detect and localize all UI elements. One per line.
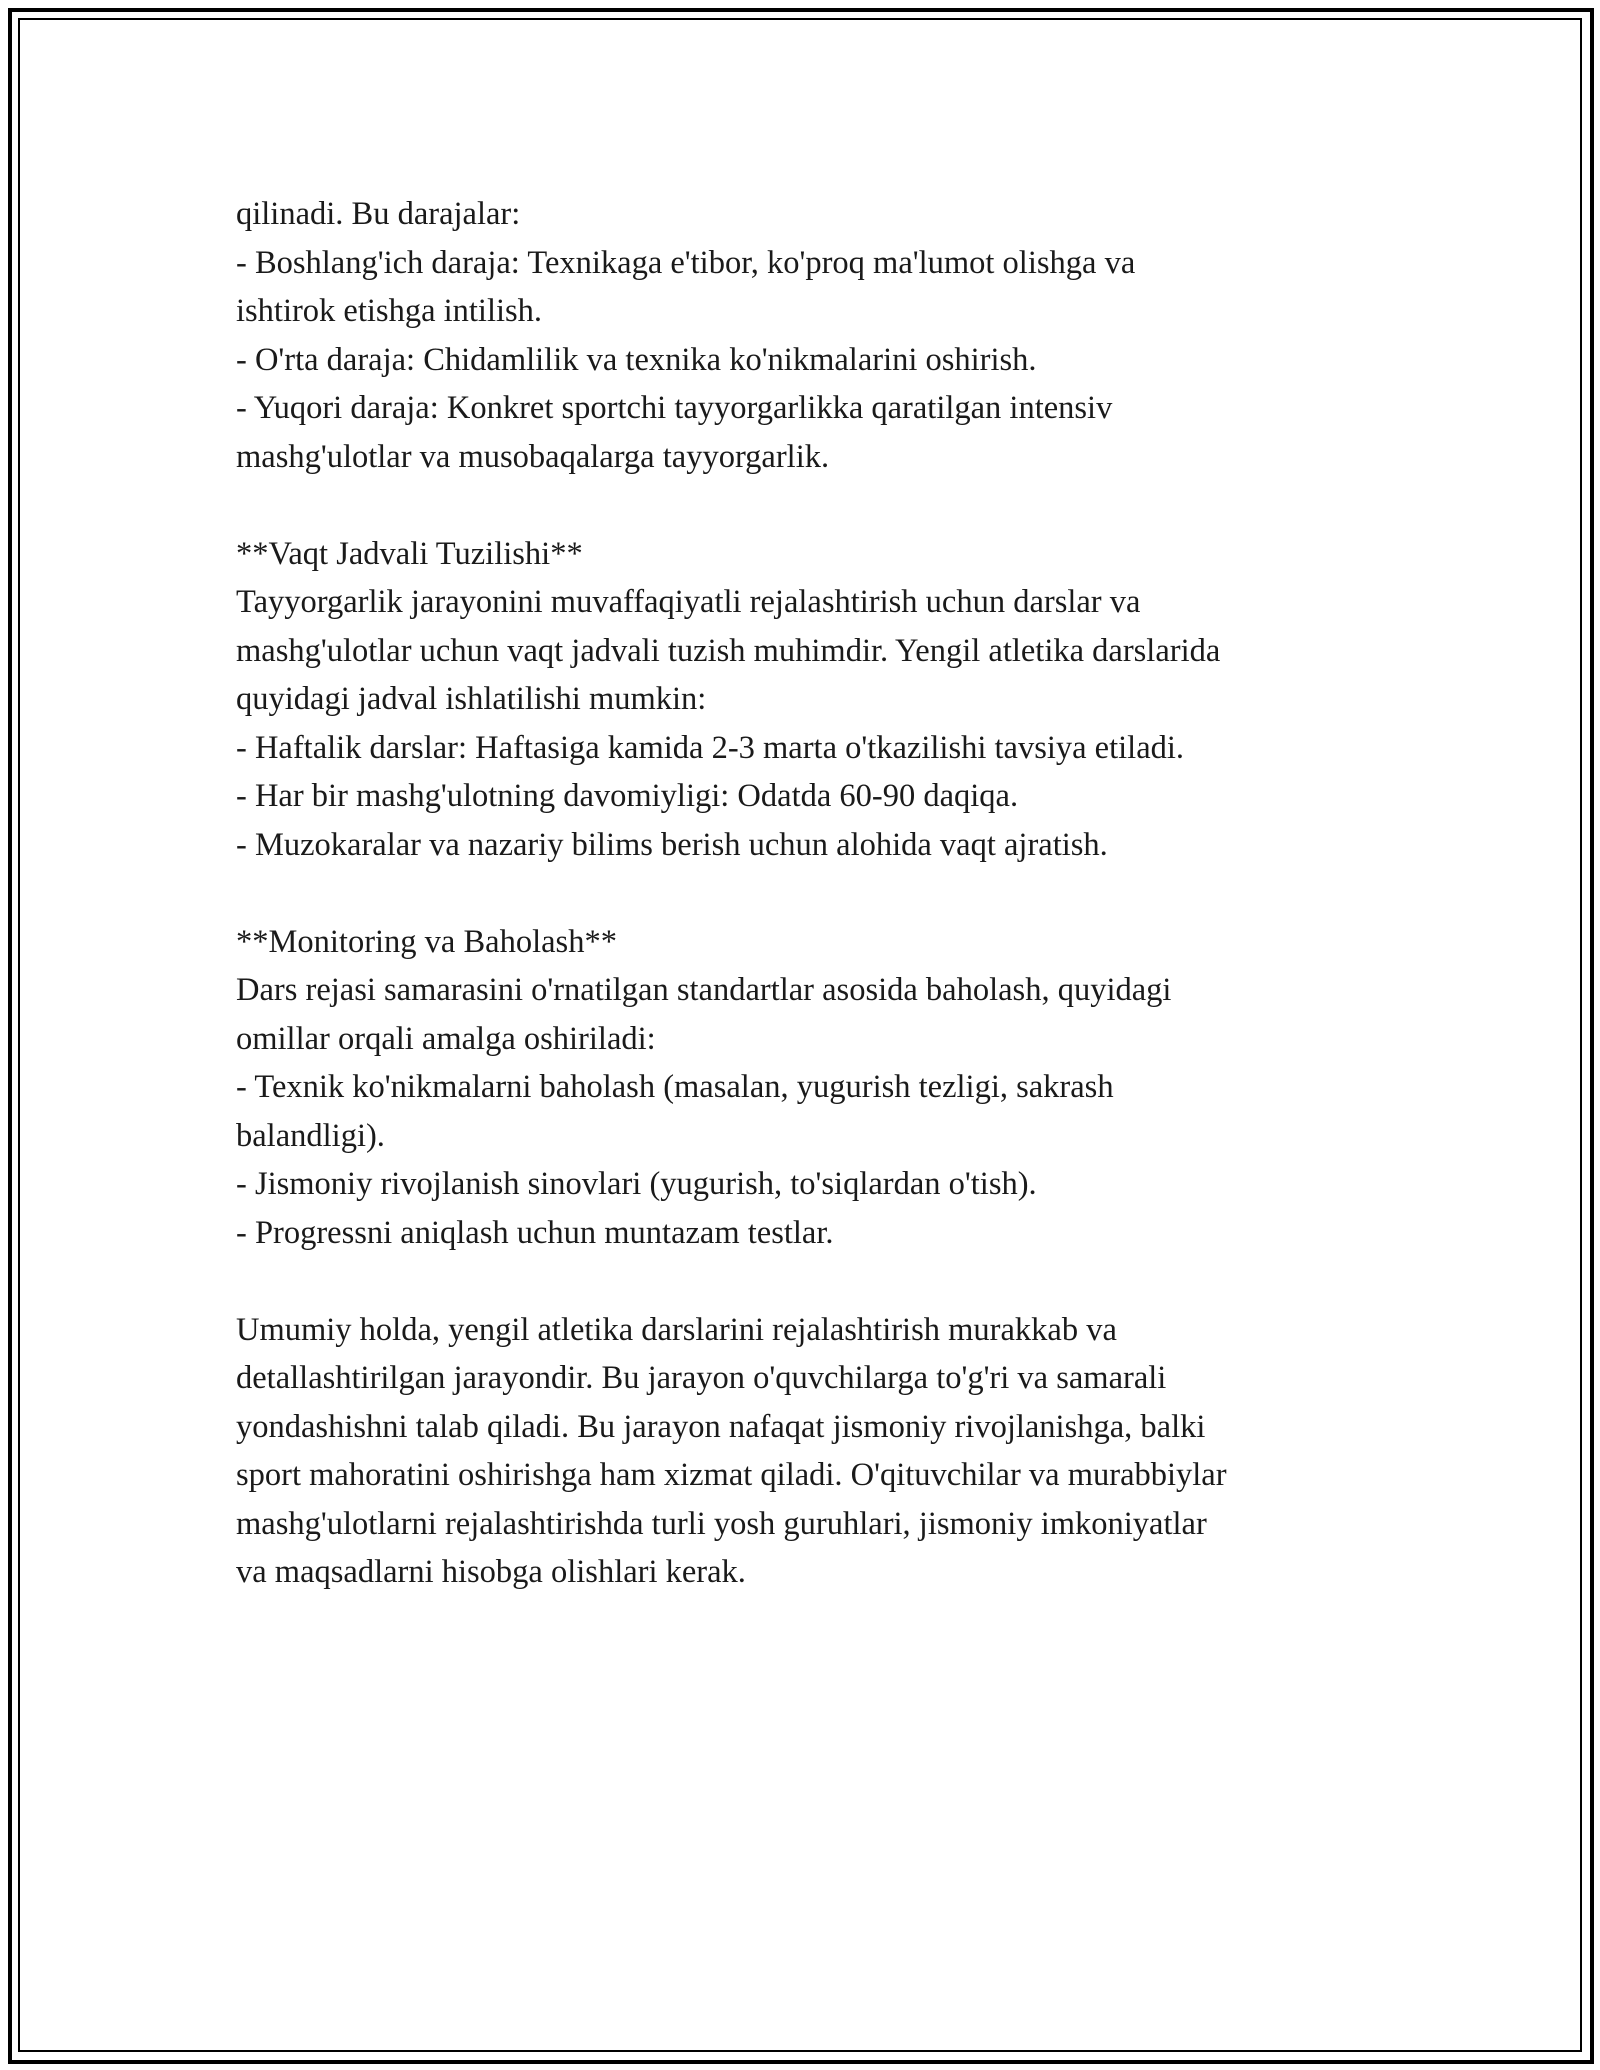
text-line: - Muzokaralar va nazariy bilims berish uchun alohida vaqt ajratish. [236, 826, 1108, 863]
text-line: mashg'ulotlar uchun vaqt jadvali tuzish muhimdir. Yengil atletika darslarida [236, 632, 1221, 669]
text-line: - Progressni aniqlash uchun muntazam testlar. [236, 1214, 834, 1251]
text-line: - Yuqori daraja: Konkret sportchi tayyorgarlikka qaratilgan intensiv [236, 390, 1113, 426]
text-line: va maqsadlarni hisobga olishlari kerak. [236, 1554, 746, 1590]
document-body [236, 190, 1386, 1597]
text-line: - Boshlang'ich daraja: Texnikaga e'tibor, ko'proq ma'lumot olishga va [236, 244, 1136, 281]
text-line: sport mahoratini oshirishga ham xizmat qiladi. O'qituvchilar va murabbiylar [236, 1457, 1227, 1493]
text-line: mashg'ulotlar va musobaqalarga tayyorgarlik. [236, 438, 830, 475]
text-line: yondashishni talab qiladi. Bu jarayon nafaqat jismoniy rivojlanishga, balki [236, 1408, 1206, 1445]
section-heading: **Monitoring va Baholash** [236, 923, 617, 960]
text-line: qilinadi. Bu darajalar: [236, 196, 521, 232]
text-line: detallashtirilgan jarayondir. Bu jarayon o'quvchilarga to'g'ri va samarali [236, 1360, 1167, 1396]
text-line: - Texnik ko'nikmalarni baholash (masalan, yugurish tezligi, sakrash [236, 1069, 1114, 1105]
text-line: ishtirok etishga intilish. [236, 293, 543, 329]
text-line: - Jismoniy rivojlanish sinovlari (yugurish, to'siqlardan o'tish). [236, 1166, 1037, 1202]
text-line: - Haftalik darslar: Haftasiga kamida 2-3 marta o'tkazilishi tavsiya etiladi. [236, 729, 1185, 766]
text-line: mashg'ulotlarni rejalashtirishda turli yosh guruhlari, jismoniy imkoniyatlar [236, 1505, 1207, 1542]
paragraph-gap [236, 1257, 1386, 1306]
text-line: Umumiy holda, yengil atletika darslarini rejalashtirish murakkab va [236, 1311, 1117, 1348]
text-line: Tayyorgarlik jarayonini muvaffaqiyatli rejalashtirish uchun darslar va [236, 584, 1141, 620]
paragraph-gap [236, 869, 1386, 918]
text-line: - Har bir mashg'ulotning davomiyligi: Odatda 60-90 daqiqa. [236, 778, 1019, 814]
text-line: Dars rejasi samarasini o'rnatilgan standartlar asosida baholash, quyidagi [236, 972, 1172, 1008]
text-line: - O'rta daraja: Chidamlilik va texnika ko'nikmalarini oshirish. [236, 341, 1037, 378]
paragraph-gap [236, 481, 1386, 530]
text-line: quyidagi jadval ishlatilishi mumkin: [236, 681, 707, 717]
text-line: omillar orqali amalga oshiriladi: [236, 1020, 656, 1057]
section-heading: **Vaqt Jadvali Tuzilishi** [236, 535, 583, 572]
text-line: balandligi). [236, 1117, 385, 1154]
